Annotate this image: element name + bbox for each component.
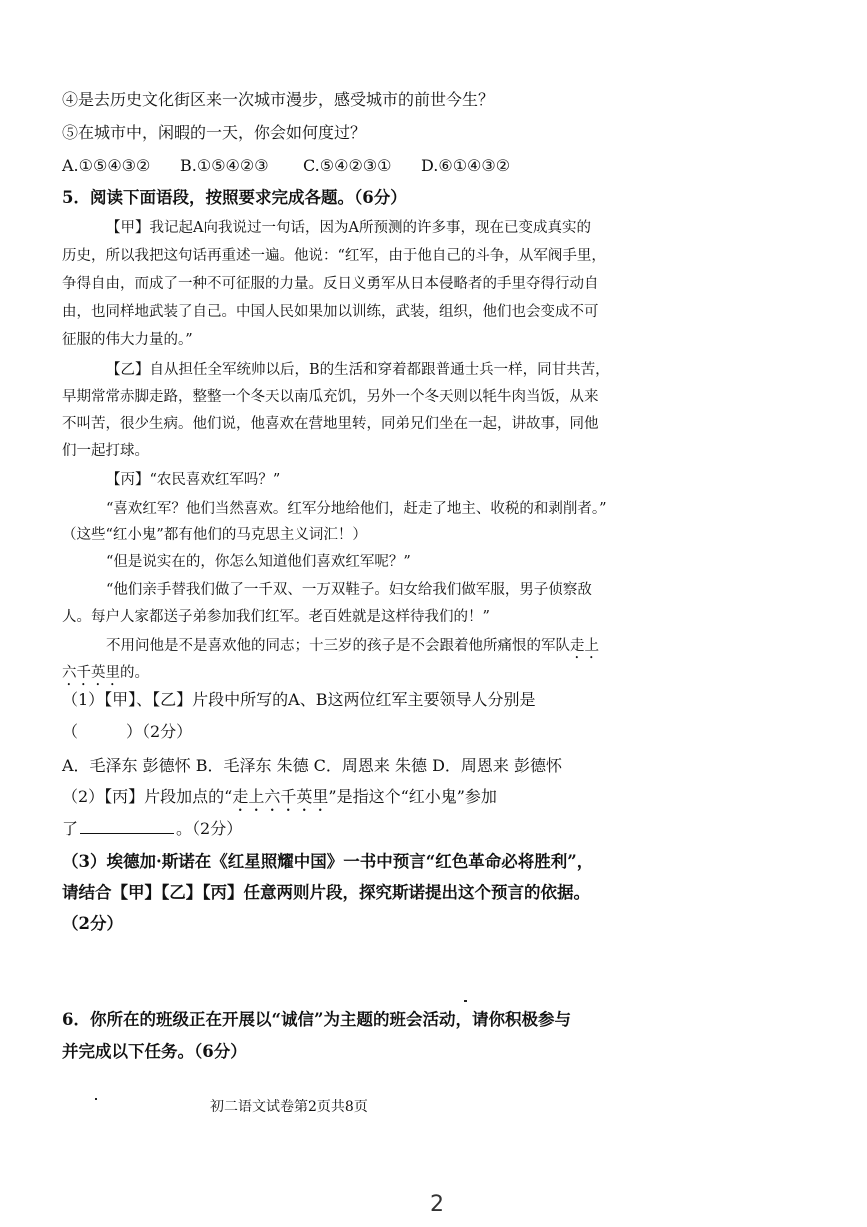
q5-bing-line-4: “但是说实在的，你怎么知道他们喜欢红军呢？” <box>106 554 411 570</box>
q5-sub2-dotted: 走上六千英里 <box>232 787 329 806</box>
q5-sub1-question: （1）【甲】、【乙】片段中所写的A、B这两位红军主要领导人分别是 <box>62 690 536 709</box>
q4-option-c: C.⑤④②③① <box>303 156 392 175</box>
q5-jia-line-3: 争得自由，而成了一种不可征服的力量。反日义勇军从日本侵略者的手里夺得行动自 <box>62 276 599 292</box>
q5-sub3-line-1: （3）埃德加·斯诺在《红星照耀中国》一书中预言“红色革命必将胜利”， <box>62 852 594 871</box>
q5-yi-line-3: 不叫苦，很少生病。他们说，他喜欢在营地里转，同弟兄们坐在一起，讲故事，同他 <box>62 416 599 432</box>
q4-options <box>62 156 510 176</box>
q5-sub2-answer-line <box>62 819 242 839</box>
q5-sub2-points: 。（2分） <box>176 819 243 838</box>
q5-closing-line-2 <box>62 663 149 689</box>
q4-item-4: ④是去历史文化街区来一次城市漫步，感受城市的前世今生？ <box>62 90 495 109</box>
q5-title: 5．阅读下面语段，按照要求完成各题。（6分） <box>62 188 407 207</box>
scan-speck <box>95 1098 97 1100</box>
q4-option-b: B.①⑤④②③ <box>180 156 269 175</box>
q5-closing-dotted-2: 六千英里 <box>62 665 120 681</box>
q5-jia-line-1: 【甲】我记起A向我说过一句话，因为A所预测的许多事，现在已变成真实的 <box>106 220 591 236</box>
q5-sub1-answer-blank: （ ）（2分） <box>62 722 193 741</box>
q5-jia-line-5: 征服的伟大力量的。” <box>62 332 193 348</box>
q5-yi-line-1: 【乙】自从担任全军统帅以后，B的生活和穿着都跟普通士兵一样，同甘共苦， <box>106 362 610 378</box>
q5-jia-line-2: 历史，所以我把这句话再重述一遍。他说：“红军，由于他自己的斗争，从军阀手里， <box>62 248 606 264</box>
q5-sub2-text-pre: （2）【丙】片段加点的“ <box>62 787 233 806</box>
q5-sub3-line-2: 请结合【甲】【乙】【丙】任意两则片段，探究斯诺提出这个预言的依据。 <box>62 883 590 902</box>
q5-bing-line-1: 【丙】“农民喜欢红军吗？” <box>106 472 281 488</box>
q5-yi-line-4: 们一起打球。 <box>62 443 149 459</box>
q5-closing-text: 不用问他是不是喜欢他的同志；十三岁的孩子是不会跟着他所痛恨的军队 <box>106 638 570 654</box>
q5-closing-dotted-1: 走上 <box>570 638 599 654</box>
q5-sub3-line-3: （2分） <box>62 914 123 933</box>
q4-option-a: A.①⑤④③② <box>62 156 151 175</box>
q6-line-1: 6．你所在的班级正在开展以“诚信”为主题的班会活动，请你积极参与 <box>62 1010 571 1029</box>
q5-bing-line-3: （这些“红小鬼”都有他们的马克思主义词汇！） <box>62 527 367 543</box>
q5-sub2-text-le: 了 <box>62 819 79 838</box>
q6-line-2: 并完成以下任务。（6分） <box>62 1042 247 1061</box>
q5-sub2-blank[interactable] <box>80 819 174 834</box>
q4-item-5: ⑤在城市中，闲暇的一天，你会如何度过？ <box>62 123 367 142</box>
q5-yi-line-2: 早期常常赤脚走路，整整一个冬天以南瓜充饥，另外一个冬天则以牦牛肉当饭，从来 <box>62 389 599 405</box>
q5-closing-line-1 <box>106 636 599 662</box>
q5-sub2-question <box>62 787 497 815</box>
page-number: 2 <box>430 1192 444 1217</box>
q5-sub1-options: A．毛泽东 彭德怀 B．毛泽东 朱德 C．周恩来 朱德 D．周恩来 彭德怀 <box>62 756 562 775</box>
scan-speck <box>464 1000 467 1002</box>
q5-jia-line-4: 由，也同样地武装了自己。中国人民如果加以训练，武装，组织，他们也会变成不可 <box>62 304 599 320</box>
q5-closing-end: 的。 <box>120 665 149 681</box>
q5-bing-line-2: “喜欢红军？他们当然喜欢。红军分地给他们，赶走了地主、收税的和剥削者。” <box>106 501 607 517</box>
page-footer: 初二语文试卷第2页共8页 <box>210 1099 368 1115</box>
q5-bing-line-5: “他们亲手替我们做了一千双、一万双鞋子。妇女给我们做军服，男子侦察敌 <box>106 582 592 598</box>
q4-option-d: D.⑥①④③② <box>421 156 511 175</box>
q5-bing-line-6: 人。每户人家都送子弟参加我们红军。老百姓就是这样待我们的！” <box>62 609 490 625</box>
q5-sub2-text-post: ”是指这个“红小鬼”参加 <box>328 787 497 806</box>
